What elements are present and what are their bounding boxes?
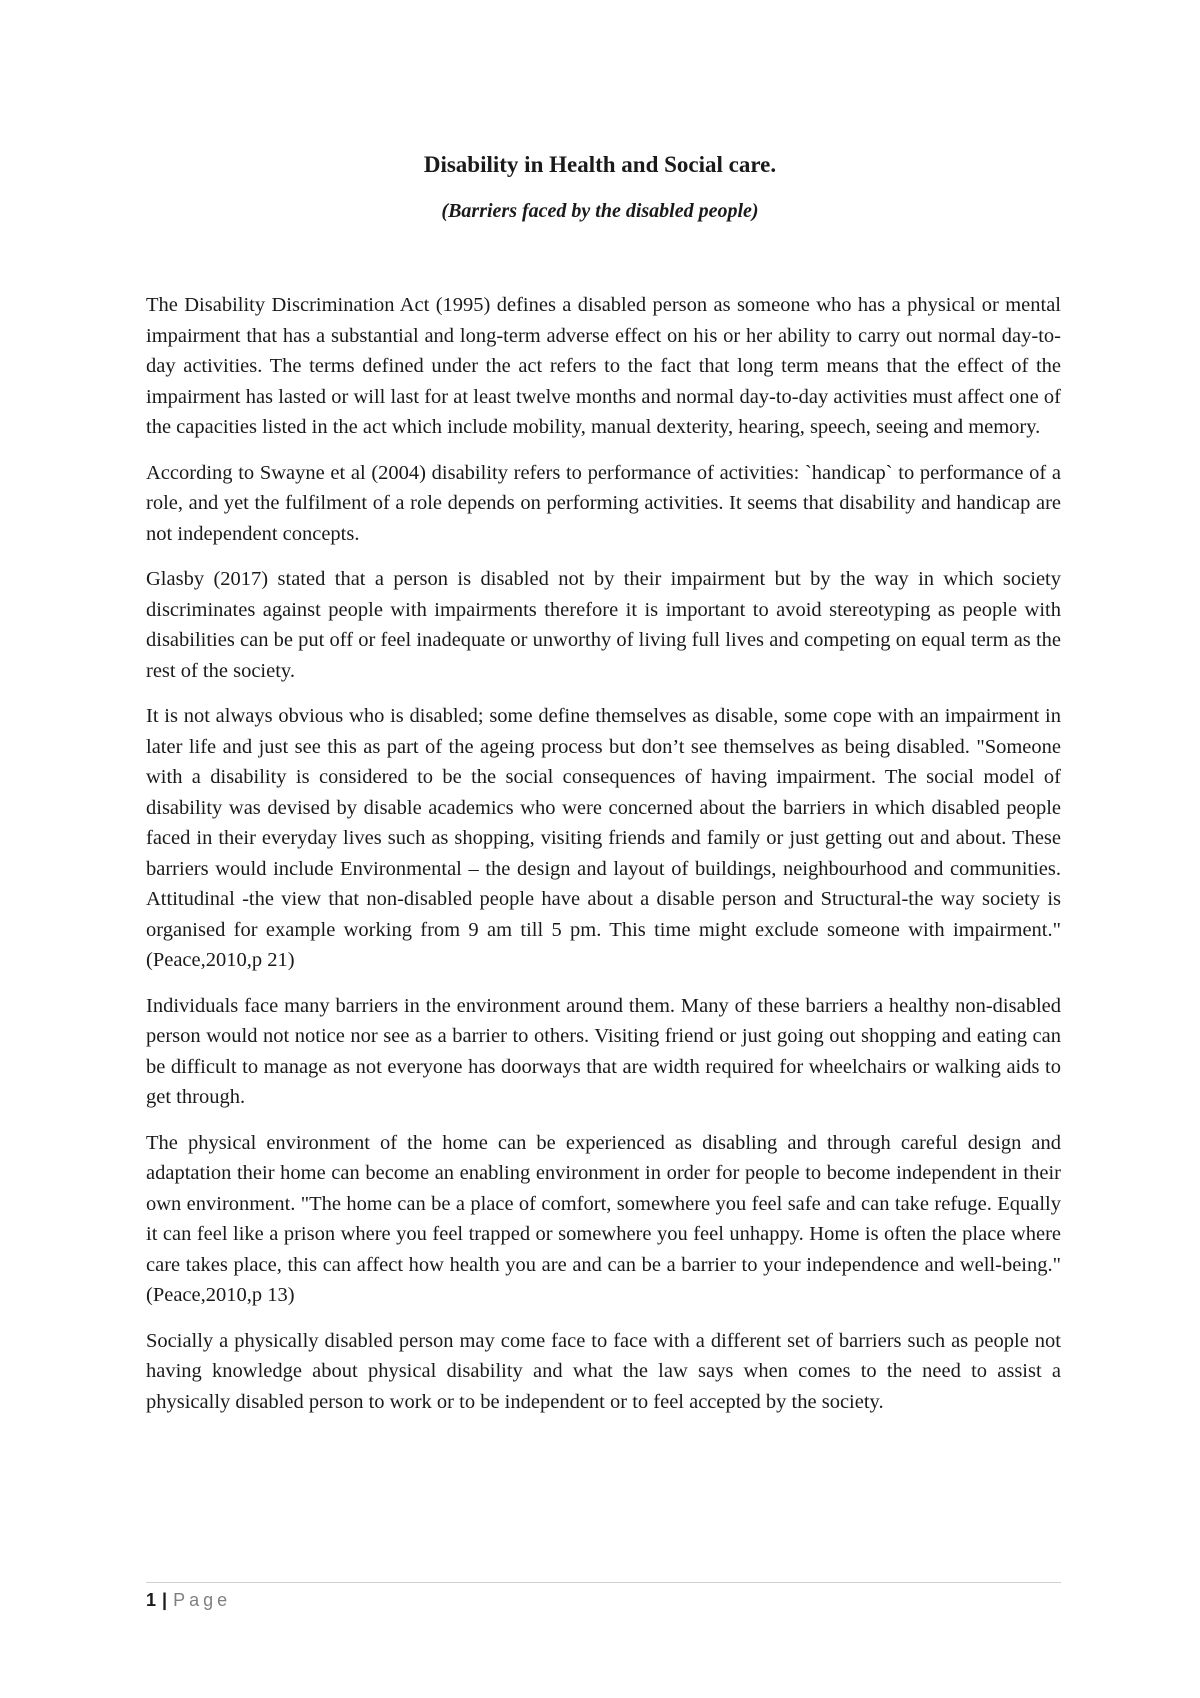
document-subtitle: (Barriers faced by the disabled people) — [441, 200, 759, 222]
footer-divider — [146, 1582, 1061, 1583]
document-title: Disability in Health and Social care. — [423, 152, 777, 177]
paragraph-7: Socially a physically disabled person may come face to face with a different set of barriers such as people not having knowledge about physical disability and what the law says when comes to the need to assist a physically disabled person to work or to be independent or to feel accepted by the society. — [146, 1329, 1061, 1413]
page-number: 1 — [146, 1590, 157, 1610]
page-footer — [146, 1588, 231, 1612]
paragraph-1: The Disability Discrimination Act (1995) defines a disabled person as someone who has a physical or mental impairment that has a substantial and long-term adverse effect on his or her ability to carry out normal day-to-day activities. The terms defined under the act refers to the fact that long term means that the effect of the impairment has lasted or will last for at least twelve months and normal day-to-day activities must affect one of the capacities listed in the act which include mobility, manual dexterity, hearing, speech, seeing and memory. — [146, 294, 1061, 438]
paragraph-3: Glasby (2017) stated that a person is disabled not by their impairment but by the way in which society discriminates against people with impairments therefore it is important to avoid stereotyping as people with disabilities can be put off or feel inadequate or unworthy of living full lives and competing on equal term as the rest of the society. — [146, 568, 1061, 682]
paragraph-4: It is not always obvious who is disabled; some define themselves as disable, some cope with an impairment in later life and just see this as part of the ageing process but don’t see themselves as being disabled. "Someone with a disability is considered to be the social consequences of having impairment. The social model of disability was devised by disable academics who were concerned about the barriers in which disabled people faced in their everyday lives such as shopping, visiting friends and family or just getting out and about. These barriers would include Environmental – the design and layout of buildings, neighbourhood and communities. Attitudinal -the view that non-disabled people have about a disable person and Structural-the way society is organised for example working from 9 am till 5 pm. This time might exclude someone with impairment." (Peace,2010,p 21) — [146, 705, 1061, 971]
paragraph-5: Individuals face many barriers in the environment around them. Many of these barriers a healthy non-disabled person would not notice nor see as a barrier to others. Visiting friend or just going out shopping and eating can be difficult to manage as not everyone has doorways that are width required for wheelchairs or walking aids to get through. — [146, 994, 1061, 1108]
paragraph-6: The physical environment of the home can be experienced as disabling and through careful design and adaptation their home can become an enabling environment in order for people to become independent in their own environment. "The home can be a place of comfort, somewhere you feel safe and can take refuge. Equally it can feel like a prison where you feel trapped or somewhere you feel unhappy. Home is often the place where care takes place, this can affect how health you are and can be a barrier to your independence and well-being."(Peace,2010,p 13) — [146, 1131, 1061, 1306]
paragraph-2: According to Swayne et al (2004) disability refers to performance of activities: `handicap` to performance of a role, and yet the fulfilment of a role depends on performing activities. It seems that disability and handicap are not independent concepts. — [146, 461, 1061, 545]
footer-separator: | — [162, 1590, 168, 1610]
document-body — [146, 290, 1061, 1432]
page-label: Page — [173, 1590, 232, 1610]
